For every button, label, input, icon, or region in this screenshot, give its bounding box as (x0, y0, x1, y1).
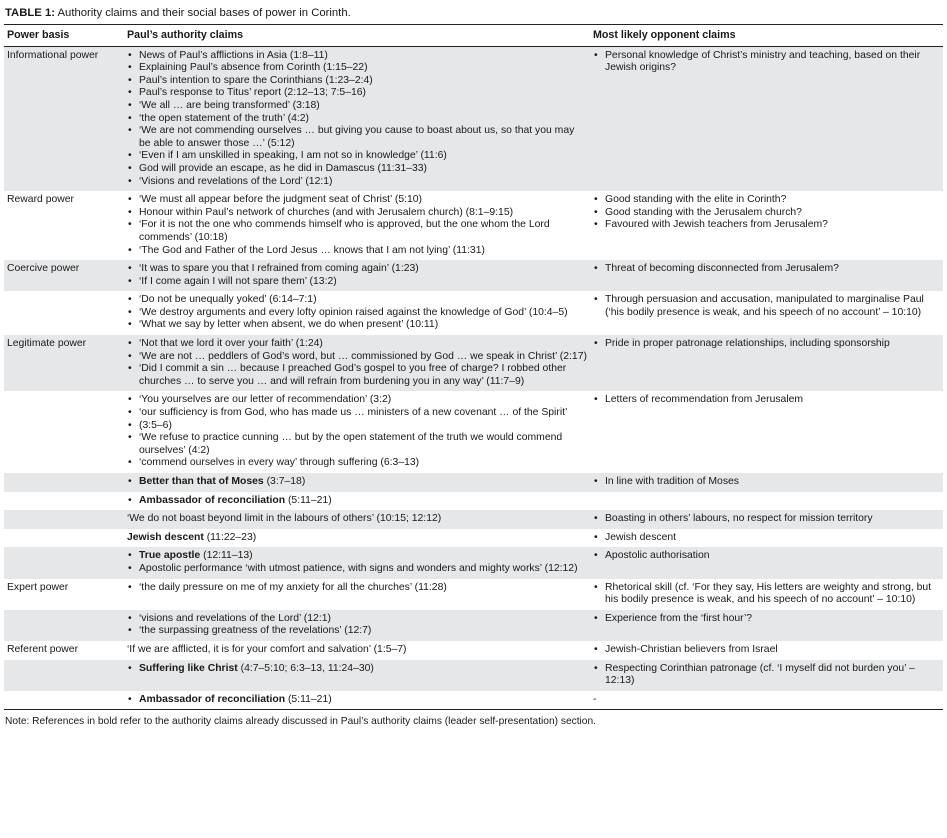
claim-text: ‘Did I commit a sin … because I preached God’s gospel to you free of charge? I robbed other churches … to serve you … and will refrain from burdening you in any way’ (11:7–9) (139, 363, 567, 387)
power-basis-cell: Informational power (4, 46, 124, 191)
paul-claims-cell (124, 191, 590, 260)
table-caption (4, 6, 943, 20)
claims-list (127, 476, 587, 489)
list-item (127, 694, 587, 707)
claim-text: ‘For it is not the one who commends himself who is approved, but the one whom the Lord commends’ (10:18) (139, 219, 550, 243)
opponent-list (593, 513, 940, 526)
opponent-list (593, 194, 940, 232)
claim-text: Rhetorical skill (cf. ‘For they say, His letters are weighty and strong, but his bodily presence is weak, and his speech of no account’ – 10:10) (605, 581, 932, 606)
claim-text: ‘Visions and revelations of the Lord’ (12:1) (139, 175, 333, 187)
opponent-claims-cell (590, 579, 943, 610)
list-item (593, 644, 940, 657)
paul-claims-cell (124, 291, 590, 335)
list-item (127, 62, 587, 75)
paul-claims-cell (124, 46, 590, 191)
list-item (127, 75, 587, 88)
caption-text: Authority claims and their social bases of power in Corinth. (55, 7, 351, 19)
header-power-basis: Power basis (4, 25, 124, 47)
claims-list (127, 194, 587, 257)
claims-list (127, 582, 587, 595)
power-basis-cell (4, 691, 124, 710)
claim-text: Boasting in others’ labours, no respect for mission territory (605, 513, 873, 525)
table-row (4, 610, 943, 641)
list-item (593, 613, 940, 626)
table-row (4, 335, 943, 391)
bold-reference: Ambassador of reconciliation (139, 693, 286, 705)
claim-text: Good standing with the elite in Corinth? (605, 194, 787, 206)
claim-text: ‘visions and revelations of the Lord’ (12:1) (139, 612, 331, 624)
bold-reference: Jewish descent (127, 531, 204, 543)
claim-text: (5:11–21) (285, 494, 332, 506)
power-basis-cell (4, 660, 124, 691)
opponent-list (593, 550, 940, 563)
list-item (127, 420, 587, 433)
claim-text: Jewish-Christian believers from Israel (605, 643, 778, 655)
list-item (127, 219, 587, 244)
table-row (4, 641, 943, 660)
claim-text: Personal knowledge of Christ’s ministry and teaching, based on their Jewish origins? (605, 49, 921, 74)
list-item (127, 100, 587, 113)
list-item (593, 532, 940, 545)
table-note: Note: References in bold refer to the authority claims already discussed in Paul’s authority claims (leader self-presentation) section. (5, 716, 596, 728)
claim-text: (12:11–13) (200, 550, 253, 562)
claim-text: ‘We must all appear before the judgment seat of Christ’ (5:10) (139, 194, 422, 206)
list-item (127, 263, 587, 276)
claim-text: Favoured with Jewish teachers from Jerusalem? (605, 219, 828, 231)
claim-text: ‘Do not be unequally yoked’ (6:14–7:1) (139, 294, 317, 306)
list-item (127, 307, 587, 320)
power-basis-cell (4, 473, 124, 492)
opponent-list (593, 476, 940, 489)
claim-text: Apostolic performance ‘with utmost patience, with signs and wonders and mighty works’ (12:12) (139, 562, 578, 574)
list-item (593, 394, 940, 407)
opponent-claims-cell (590, 335, 943, 391)
claim-text: ‘We destroy arguments and every lofty opinion raised against the knowledge of God’ (10:4–5) (139, 306, 568, 318)
claim-text: ‘If I come again I will not spare them’ (13:2) (139, 275, 337, 287)
claims-list (127, 694, 587, 707)
list-item (593, 550, 940, 563)
claim-text: Threat of becoming disconnected from Jerusalem? (605, 263, 839, 275)
claim-text: ‘commend ourselves in every way’ through suffering (6:3–13) (139, 457, 420, 469)
claims-list (127, 338, 587, 388)
table-row (4, 291, 943, 335)
claim-text: ‘the open statement of the truth’ (4:2) (139, 112, 310, 124)
claims-list (127, 663, 587, 676)
list-item (593, 663, 940, 688)
claim-text: ‘We are not commending ourselves … but giving you cause to boast about us, so that you may be able to answer those …’ (5:12) (139, 125, 575, 149)
header-paul-claims: Paul’s authority claims (124, 25, 590, 47)
list-item (127, 663, 587, 676)
claim-text: Respecting Corinthian patronage (cf. ‘I myself did not burden you’ –12:13) (605, 662, 915, 687)
paul-claims-cell (124, 641, 590, 660)
list-item (127, 613, 587, 626)
power-basis-cell (4, 510, 124, 529)
power-basis-cell (4, 610, 124, 641)
claim-text: Paul’s response to Titus’ report (2:12–13; 7:5–16) (139, 87, 366, 99)
list-item (593, 476, 940, 489)
bold-reference: Better than that of Moses (139, 476, 264, 487)
opponent-list (593, 663, 940, 688)
paul-claims-cell (124, 335, 590, 391)
list-item (127, 276, 587, 289)
opponent-claims-cell (590, 641, 943, 660)
list-item (127, 87, 587, 100)
opponent-list (593, 50, 940, 75)
opponent-claims-cell (590, 547, 943, 578)
claim-text: Good standing with the Jerusalem church? (605, 206, 802, 218)
table-row (4, 46, 943, 191)
opponent-list (593, 644, 940, 657)
authority-claims-table (4, 24, 943, 710)
list-item (127, 294, 587, 307)
table-row (4, 660, 943, 691)
list-item (127, 319, 587, 332)
claim-text: ‘We do not boast beyond limit in the labours of others’ (10:15; 12:12) (127, 513, 442, 525)
power-basis-cell: Referent power (7, 643, 79, 655)
list-item (127, 407, 587, 420)
opponent-claims-cell (590, 46, 943, 191)
claim-text: ‘the surpassing greatness of the revelations’ (12:7) (139, 625, 372, 637)
paul-claims-cell (124, 492, 590, 511)
claim-text: Through persuasion and accusation, manipulated to marginalise Paul (‘his bodily presence is weak, and his speech of no account’ – 10:10) (605, 294, 924, 318)
opponent-claims-cell (590, 529, 943, 548)
claims-list (127, 613, 587, 638)
opponent-claims-cell (590, 660, 943, 691)
list-item (127, 125, 587, 150)
table-row (4, 191, 943, 260)
opponent-claims-cell (590, 691, 943, 710)
claim-text: Paul’s intention to spare the Corinthians (1:23–2:4) (139, 74, 373, 86)
claim-text: ‘The God and Father of the Lord Jesus … knows that I am not lying’ (11:31) (139, 244, 485, 256)
table-row (4, 579, 943, 610)
claim-text: ‘It was to spare you that I refrained from coming again’ (1:23) (139, 263, 419, 275)
claims-list (127, 294, 587, 332)
list-item (593, 194, 940, 207)
header-opponent-claims: Most likely opponent claims (590, 25, 943, 47)
table-row (4, 691, 943, 710)
list-item (127, 563, 587, 576)
claim-text: God will provide an escape, as he did in Damascus (11:31–33) (139, 162, 428, 174)
claim-text: (4:7–5:10; 6:3–13, 11:24–30) (237, 662, 374, 674)
table-header-row (4, 25, 943, 47)
claim-text: ‘What we say by letter when absent, we do when present’ (10:11) (139, 319, 439, 331)
opponent-claims-cell (590, 610, 943, 641)
claims-list (127, 495, 587, 508)
claim-text: ‘the daily pressure on me of my anxiety for all the churches’ (11:28) (139, 581, 447, 593)
list-item (127, 194, 587, 207)
plain-claim (127, 532, 587, 545)
list-item (593, 50, 940, 75)
list-item (127, 338, 587, 351)
opponent-list (593, 263, 940, 276)
opponent-list (593, 582, 940, 607)
list-item (593, 513, 940, 526)
list-item (127, 394, 587, 407)
paul-claims-cell (124, 510, 590, 529)
paul-claims-cell (124, 547, 590, 578)
list-item (127, 476, 587, 489)
list-item (127, 163, 587, 176)
list-item (127, 582, 587, 595)
claim-text: Honour within Paul’s network of churches (and with Jerusalem church) (8:1–9:15) (139, 206, 514, 218)
power-basis-cell (4, 492, 124, 511)
paul-claims-cell (124, 391, 590, 473)
claim-text: (5:11–21) (285, 693, 332, 705)
opponent-claims-cell (590, 191, 943, 260)
plain-claim (127, 644, 587, 657)
opponent-list (593, 394, 940, 407)
list-item (127, 113, 587, 126)
claims-list (127, 550, 587, 575)
list-item (593, 263, 940, 276)
list-item (127, 457, 587, 470)
opponent-claims-cell (590, 492, 943, 511)
list-item (593, 582, 940, 607)
list-item (593, 338, 940, 351)
table-row (4, 510, 943, 529)
claim-text: Jewish descent (605, 531, 677, 543)
claim-text: (3:5–6) (139, 419, 172, 431)
claim-text: (11:22–23) (203, 531, 257, 543)
table-row (4, 547, 943, 578)
list-item (127, 363, 587, 388)
paul-claims-cell (124, 660, 590, 691)
claim-text: Letters of recommendation from Jerusalem (605, 394, 804, 406)
table-row (4, 260, 943, 291)
bold-reference: Ambassador of reconciliation (139, 494, 286, 506)
opponent-claims-cell (590, 291, 943, 335)
claim-text: (3:7–18) (263, 476, 306, 487)
power-basis-cell (4, 547, 124, 578)
plain-claim (127, 513, 587, 526)
list-item (127, 50, 587, 63)
claim-text: ‘We all … are being transformed’ (3:18) (139, 99, 320, 111)
table-row (4, 492, 943, 511)
table-row (4, 391, 943, 473)
opponent-list (593, 613, 940, 626)
opponent-claims-cell (590, 510, 943, 529)
list-item (593, 219, 940, 232)
claim-text: ‘You yourselves are our letter of recommendation’ (3:2) (139, 394, 392, 406)
paul-claims-cell (124, 473, 590, 492)
bold-reference: Suffering like Christ (139, 662, 238, 674)
table-row (4, 529, 943, 548)
claims-list (127, 50, 587, 189)
claims-list (127, 263, 587, 288)
paul-claims-cell (124, 610, 590, 641)
claim-text: ‘Even if I am unskilled in speaking, I am not so in knowledge’ (11:6) (139, 150, 447, 162)
power-basis-cell (4, 391, 124, 473)
opponent-dash: - (593, 693, 597, 705)
list-item (127, 495, 587, 508)
claim-text: Apostolic authorisation (605, 550, 710, 562)
claim-text: Pride in proper patronage relationships, including sponsorship (605, 338, 890, 350)
opponent-list (593, 338, 940, 351)
caption-label: TABLE 1: (5, 7, 55, 19)
list-item (127, 245, 587, 258)
paul-claims-cell (124, 691, 590, 710)
list-item (127, 150, 587, 163)
claim-text: ‘We refuse to practice cunning … but by the open statement of the truth we would commend ourselves’ (4:2) (139, 432, 563, 456)
list-item (593, 294, 940, 319)
list-item (127, 550, 587, 563)
list-item (127, 176, 587, 189)
power-basis-cell: Expert power (7, 581, 69, 593)
bold-reference: True apostle (139, 550, 201, 562)
opponent-list (593, 294, 940, 319)
claim-text: ‘Not that we lord it over your faith’ (1:24) (139, 338, 323, 350)
table-body (4, 46, 943, 710)
table-row (4, 473, 943, 492)
claim-text: Experience from the ‘first hour’? (605, 612, 753, 624)
claim-text: In line with tradition of Moses (605, 476, 739, 487)
power-basis-cell (4, 529, 124, 548)
power-basis-cell (4, 291, 124, 335)
opponent-list (593, 532, 940, 545)
paul-claims-cell (124, 529, 590, 548)
claims-list (127, 394, 587, 470)
claim-text: News of Paul’s afflictions in Asia (1:8–11) (139, 49, 328, 61)
paul-claims-cell (124, 579, 590, 610)
list-item (127, 351, 587, 364)
claim-text: ‘We are not … peddlers of God’s word, but … commissioned by God … we speak in Christ’ (2:17) (139, 350, 587, 362)
list-item (127, 207, 587, 220)
paul-claims-cell (124, 260, 590, 291)
claim-text: ‘If we are afflicted, it is for your comfort and salvation’ (1:5–7) (127, 643, 407, 655)
list-item (127, 432, 587, 457)
opponent-claims-cell (590, 260, 943, 291)
power-basis-cell: Legitimate power (4, 335, 124, 391)
power-basis-cell: Coercive power (4, 260, 124, 291)
opponent-claims-cell (590, 473, 943, 492)
list-item (127, 625, 587, 638)
claim-text: ‘our sufficiency is from God, who has made us … ministers of a new covenant … of the Spirit’ (139, 407, 568, 419)
claim-text: Explaining Paul’s absence from Corinth (1:15–22) (139, 62, 368, 74)
power-basis-cell: Reward power (7, 194, 74, 206)
opponent-claims-cell (590, 391, 943, 473)
list-item (593, 207, 940, 220)
